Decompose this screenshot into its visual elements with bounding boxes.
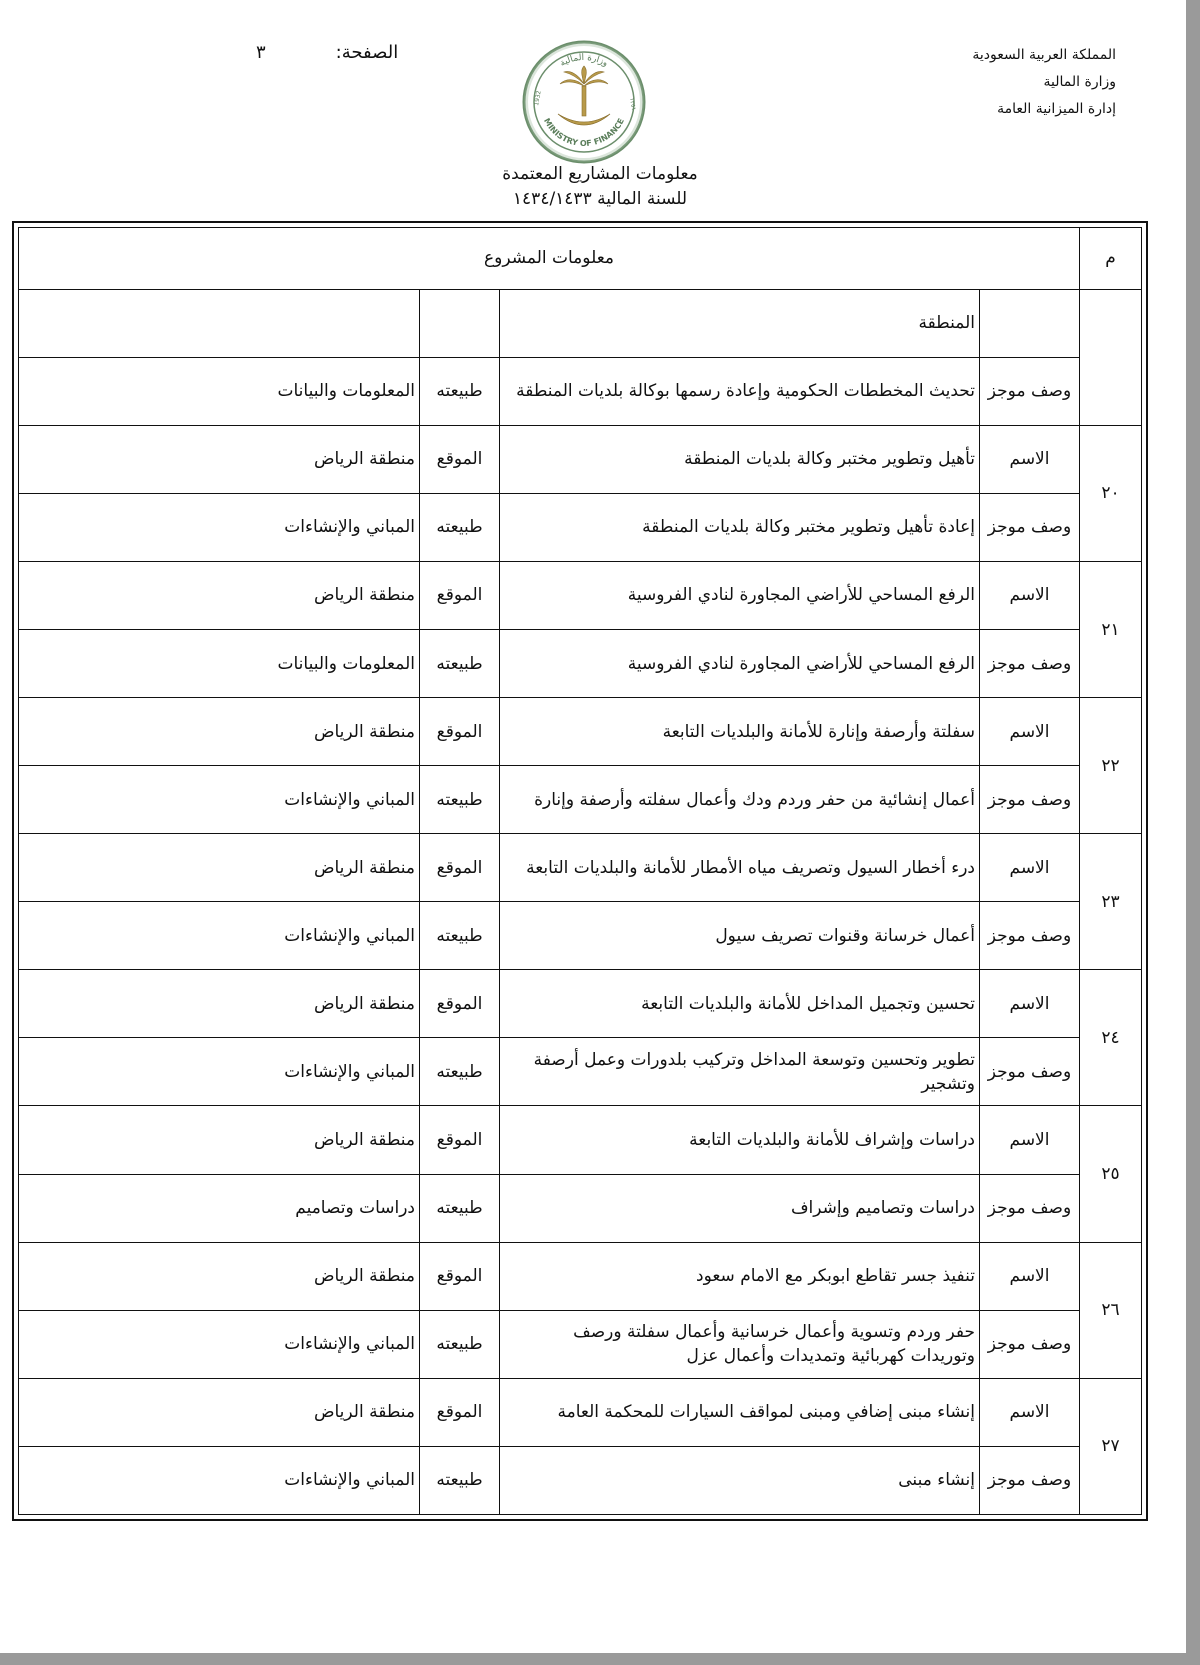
table-row bbox=[19, 1038, 1142, 1106]
project-name: الرفع المساحي للأراضي المجاورة لنادي الفروسية bbox=[500, 561, 980, 629]
project-desc: أعمال إنشائية من حفر وردم ودك وأعمال سفلته وأرصفة وإنارة bbox=[500, 766, 980, 834]
continued-nature: المعلومات والبيانات bbox=[19, 357, 420, 425]
project-location: منطقة الرياض bbox=[19, 834, 420, 902]
table-row bbox=[19, 698, 1142, 766]
project-name: سفلتة وأرصفة وإنارة للأمانة والبلديات التابعة bbox=[500, 698, 980, 766]
nature-label: طبيعته bbox=[420, 630, 500, 698]
project-number: ٢٦ bbox=[1080, 1242, 1142, 1378]
location-label: الموقع bbox=[420, 1378, 500, 1446]
project-name: تحسين وتجميل المداخل للأمانة والبلديات التابعة bbox=[500, 970, 980, 1038]
project-desc: تطوير وتحسين وتوسعة المداخل وتركيب بلدورات وعمل أرصفة وتشجير bbox=[500, 1038, 980, 1106]
continued-nature-label: طبيعته bbox=[420, 357, 500, 425]
project-number: ٢٣ bbox=[1080, 834, 1142, 970]
name-label: الاسم bbox=[980, 1378, 1080, 1446]
desc-label: وصف موجز bbox=[980, 1174, 1080, 1242]
project-desc: حفر وردم وتسوية وأعمال خرسانية وأعمال سفلتة ورصف وتوريدات كهربائية وتمديدات وأعمال عزل bbox=[500, 1310, 980, 1378]
project-number: ٢٢ bbox=[1080, 698, 1142, 834]
project-nature: المباني والإنشاءات bbox=[19, 1310, 420, 1378]
location-label: الموقع bbox=[420, 425, 500, 493]
table-row bbox=[19, 1446, 1142, 1514]
table-row bbox=[19, 1310, 1142, 1378]
nature-label: طبيعته bbox=[420, 1446, 500, 1514]
table-row bbox=[19, 834, 1142, 902]
projects-table bbox=[18, 227, 1142, 1515]
project-location: منطقة الرياض bbox=[19, 970, 420, 1038]
project-nature: دراسات وتصاميم bbox=[19, 1174, 420, 1242]
table-row bbox=[19, 561, 1142, 629]
desc-label: وصف موجز bbox=[980, 1446, 1080, 1514]
project-number: ٢١ bbox=[1080, 561, 1142, 697]
table-header-row bbox=[19, 228, 1142, 290]
name-label: الاسم bbox=[980, 425, 1080, 493]
project-location: منطقة الرياض bbox=[19, 1378, 420, 1446]
table-row bbox=[19, 766, 1142, 834]
project-location: منطقة الرياض bbox=[19, 1106, 420, 1174]
title-line-2: للسنة المالية ١٤٣٤/١٤٣٣ bbox=[512, 189, 688, 209]
table-row bbox=[19, 970, 1142, 1038]
project-location: منطقة الرياض bbox=[19, 425, 420, 493]
location-label: الموقع bbox=[420, 698, 500, 766]
nature-label: طبيعته bbox=[420, 902, 500, 970]
project-number: ٢٧ bbox=[1080, 1378, 1142, 1514]
seal-year-left: 1932 bbox=[533, 90, 543, 107]
project-desc: الرفع المساحي للأراضي المجاورة لنادي الفروسية bbox=[500, 630, 980, 698]
seal-english-text: MINISTRY OF FINANCE bbox=[541, 116, 626, 149]
table-row bbox=[19, 630, 1142, 698]
column-header-info: معلومات المشروع bbox=[19, 228, 1080, 290]
project-nature: المباني والإنشاءات bbox=[19, 902, 420, 970]
project-nature: المباني والإنشاءات bbox=[19, 493, 420, 561]
continued-region: المنطقة bbox=[500, 289, 980, 357]
continued-desc: تحديث المخططات الحكومية وإعادة رسمها بوكالة بلديات المنطقة bbox=[500, 357, 980, 425]
location-label: الموقع bbox=[420, 834, 500, 902]
project-location: منطقة الرياض bbox=[19, 1242, 420, 1310]
project-number: ٢٠ bbox=[1080, 425, 1142, 561]
desc-label: وصف موجز bbox=[980, 1310, 1080, 1378]
nature-label: طبيعته bbox=[420, 1174, 500, 1242]
page-number-value: ٣ bbox=[256, 42, 266, 63]
project-name: تأهيل وتطوير مختبر وكالة بلديات المنطقة bbox=[500, 425, 980, 493]
name-label: الاسم bbox=[980, 561, 1080, 629]
project-desc: أعمال خرسانة وقنوات تصريف سيول bbox=[500, 902, 980, 970]
column-header-m: م bbox=[1080, 228, 1142, 290]
ministry-name: وزارة المالية bbox=[1043, 74, 1116, 90]
desc-label: وصف موجز bbox=[980, 1038, 1080, 1106]
project-desc: دراسات وتصاميم وإشراف bbox=[500, 1174, 980, 1242]
nature-label: طبيعته bbox=[420, 1310, 500, 1378]
document-title bbox=[400, 162, 800, 212]
ministry-seal-icon bbox=[520, 38, 648, 166]
nature-label: طبيعته bbox=[420, 766, 500, 834]
project-number: ٢٥ bbox=[1080, 1106, 1142, 1242]
title-line-1: معلومات المشاريع المعتمدة bbox=[502, 164, 698, 184]
project-nature: المباني والإنشاءات bbox=[19, 766, 420, 834]
department-name: إدارة الميزانية العامة bbox=[997, 101, 1116, 117]
project-nature: المباني والإنشاءات bbox=[19, 1446, 420, 1514]
name-label: الاسم bbox=[980, 1106, 1080, 1174]
project-nature: المعلومات والبيانات bbox=[19, 630, 420, 698]
table-row bbox=[19, 1106, 1142, 1174]
nature-label: طبيعته bbox=[420, 493, 500, 561]
project-nature: المباني والإنشاءات bbox=[19, 1038, 420, 1106]
continued-desc-label: وصف موجز bbox=[980, 357, 1080, 425]
location-label: الموقع bbox=[420, 970, 500, 1038]
project-desc: إعادة تأهيل وتطوير مختبر وكالة بلديات المنطقة bbox=[500, 493, 980, 561]
name-label: الاسم bbox=[980, 1242, 1080, 1310]
desc-label: وصف موجز bbox=[980, 493, 1080, 561]
location-label: الموقع bbox=[420, 1106, 500, 1174]
seal-arabic-text: وزارة المالية bbox=[558, 52, 610, 69]
name-label: الاسم bbox=[980, 698, 1080, 766]
project-desc: إنشاء مبنى bbox=[500, 1446, 980, 1514]
continued-row-region bbox=[19, 289, 1142, 357]
page-number bbox=[256, 42, 398, 63]
table-row bbox=[19, 1378, 1142, 1446]
table-row bbox=[19, 425, 1142, 493]
project-location: منطقة الرياض bbox=[19, 698, 420, 766]
project-name: تنفيذ جسر تقاطع ابوبكر مع الامام سعود bbox=[500, 1242, 980, 1310]
page-number-label: الصفحة: bbox=[335, 42, 399, 63]
project-name: إنشاء مبنى إضافي ومبنى لمواقف السيارات للمحكمة العامة bbox=[500, 1378, 980, 1446]
name-label: الاسم bbox=[980, 834, 1080, 902]
letterhead bbox=[972, 42, 1116, 123]
seal-year-right: ١٣٥١ bbox=[628, 97, 638, 112]
continued-row-desc bbox=[19, 357, 1142, 425]
table-row bbox=[19, 902, 1142, 970]
kingdom-name: المملكة العربية السعودية bbox=[972, 47, 1116, 63]
project-name: دراسات وإشراف للأمانة والبلديات التابعة bbox=[500, 1106, 980, 1174]
project-name: درء أخطار السيول وتصريف مياه الأمطار للأمانة والبلديات التابعة bbox=[500, 834, 980, 902]
desc-label: وصف موجز bbox=[980, 630, 1080, 698]
table-row bbox=[19, 493, 1142, 561]
desc-label: وصف موجز bbox=[980, 766, 1080, 834]
desc-label: وصف موجز bbox=[980, 902, 1080, 970]
name-label: الاسم bbox=[980, 970, 1080, 1038]
project-number: ٢٤ bbox=[1080, 970, 1142, 1106]
table-row bbox=[19, 1174, 1142, 1242]
location-label: الموقع bbox=[420, 1242, 500, 1310]
project-location: منطقة الرياض bbox=[19, 561, 420, 629]
table-row bbox=[19, 1242, 1142, 1310]
nature-label: طبيعته bbox=[420, 1038, 500, 1106]
location-label: الموقع bbox=[420, 561, 500, 629]
